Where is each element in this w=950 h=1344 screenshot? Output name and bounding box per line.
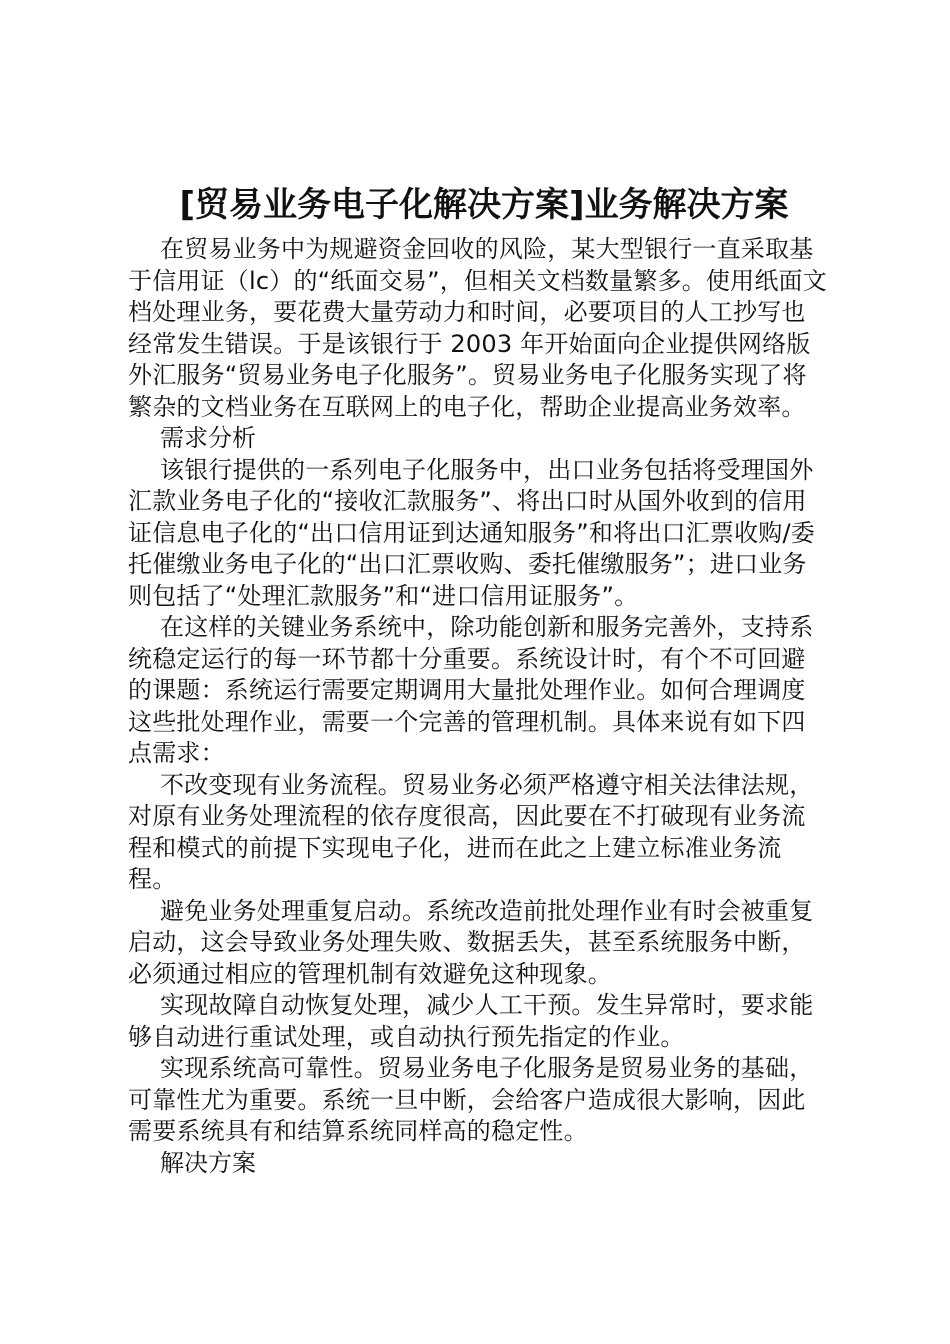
requirements-paragraph-1: 该银行提供的一系列电子化服务中，出口业务包括将受理国外汇款业务电子化的“接收汇款服务”、将出口时从国外收到的信用证信息电子化的“出口信用证到达通知服务”和将出口汇票收购/委托催缴业务电子化的“出口汇票收购、委托催缴服务”；进口业务则包括了“处理汇款服务”和“进口信用证服务”。	[128, 455, 815, 610]
document-title: [贸易业务电子化解决方案]业务解决方案	[179, 185, 789, 225]
requirement-item-4: 实现系统高可靠性。贸易业务电子化服务是贸易业务的基础，可靠性尤为重要。系统一旦中断，会给客户造成很大影响，因此需要系统具有和结算系统同样高的稳定性。	[128, 1054, 814, 1145]
requirement-item-3: 实现故障自动恢复处理，减少人工干预。发生异常时，要求能够自动进行重试处理，或自动执行预先指定的作业。	[128, 991, 814, 1051]
requirement-item-1: 不改变现有业务流程。贸易业务必须严格遵守相关法律法规，对原有业务处理流程的依存度很高，因此要在不打破现有业务流程和模式的前提下实现电子化，进而在此之上建立标准业务流程。	[128, 770, 814, 893]
section-heading-solution: 解决方案	[160, 1148, 256, 1177]
requirements-paragraph-2: 在这样的关键业务系统中，除功能创新和服务完善外，支持系统稳定运行的每一环节都十分重要。系统设计时，有个不可回避的课题：系统运行需要定期调用大量批处理作业。如何合理调度这些批处理作业，需要一个完善的管理机制。具体来说有如下四点需求：	[128, 613, 814, 767]
intro-paragraph: 在贸易业务中为规避资金回收的风险，某大型银行一直采取基于信用证（lc）的“纸面交易”，但相关文档数量繁多。使用纸面文档处理业务，要花费大量劳动力和时间，必要项目的人工抄写也经常发生错误。于是该银行于 2003 年开始面向企业提供网络版外汇服务“贸易业务电子化服务”。贸易业务电子化服务实现了将繁杂的文档业务在互联网上的电子化，帮助企业提高业务效率。	[128, 235, 827, 421]
requirement-item-2: 避免业务处理重复启动。系统改造前批处理作业有时会被重复启动，这会导致业务处理失败、数据丢失，甚至系统服务中断，必须通过相应的管理机制有效避免这种现象。	[128, 896, 814, 988]
document-page	[128, 182, 828, 1179]
section-heading-requirements: 需求分析	[160, 424, 256, 452]
